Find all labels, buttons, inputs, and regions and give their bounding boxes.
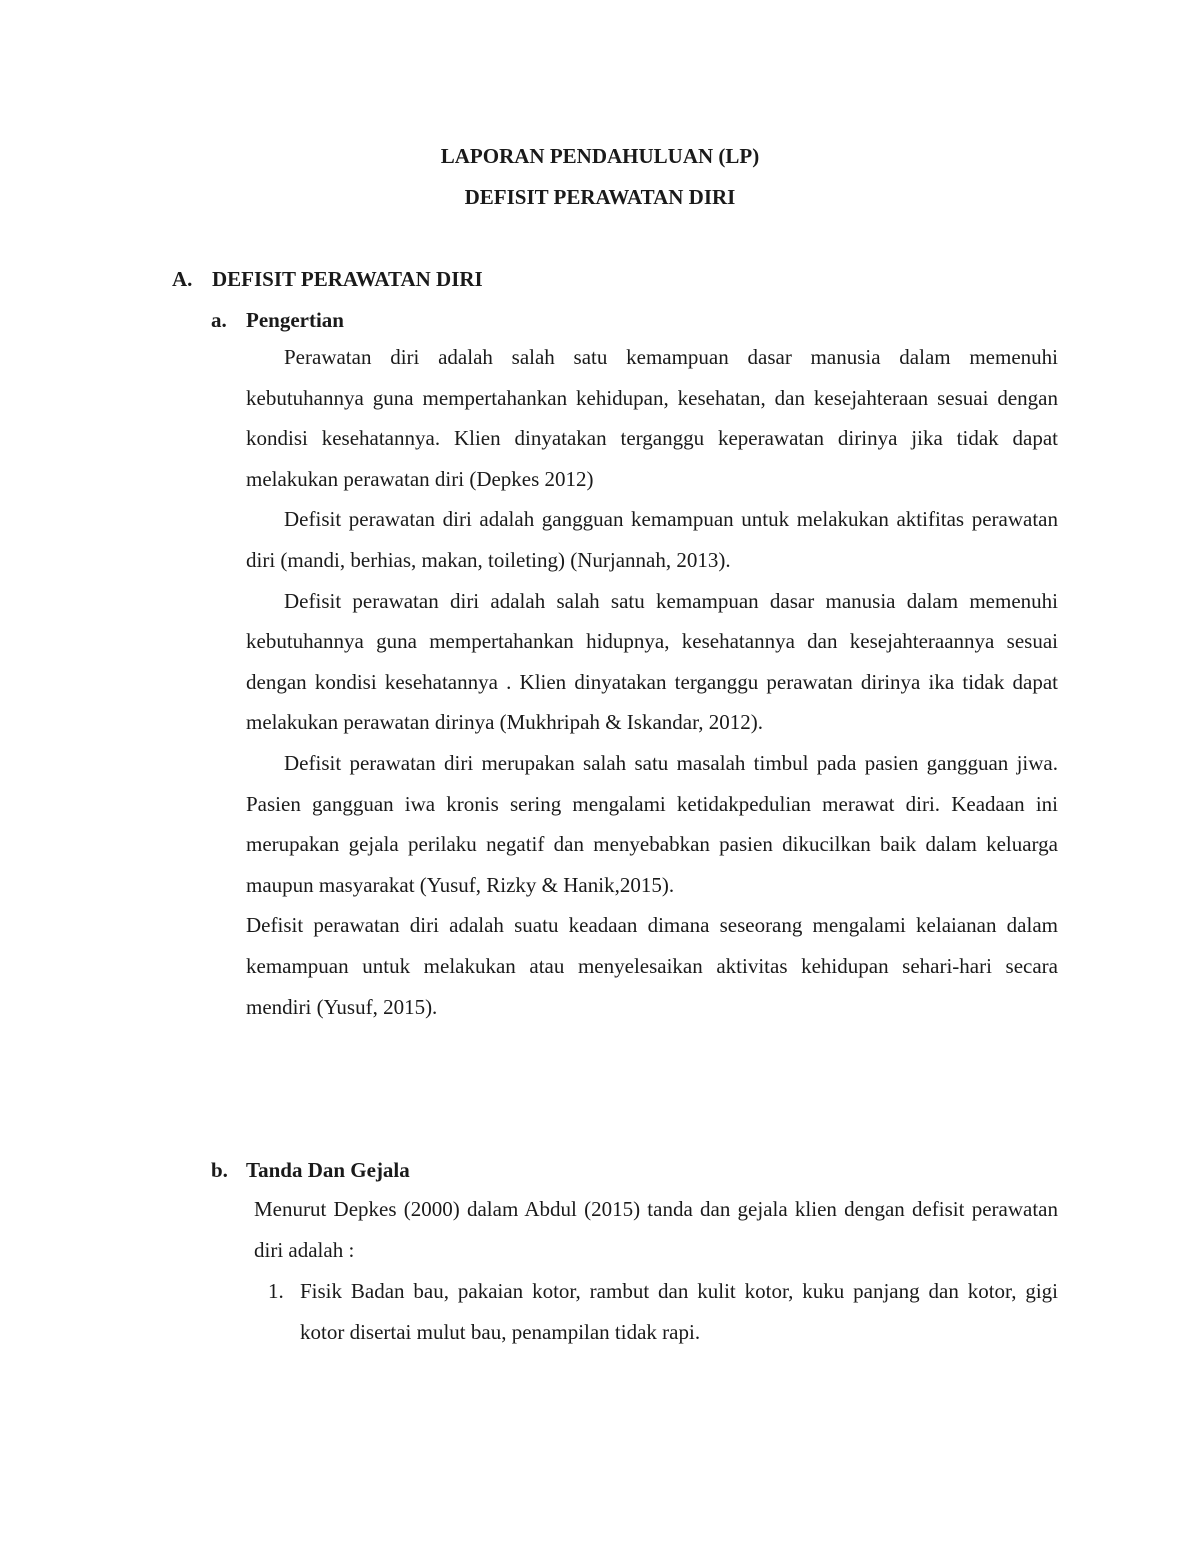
pengertian-body (246, 337, 1058, 1027)
subsection-b-heading (211, 1157, 410, 1183)
paragraph: Defisit perawatan diri adalah gangguan kemampuan untuk melakukan aktifitas perawatan diri (mandi, berhias, makan, toileting) (Nurjannah, 2013). (246, 507, 1058, 572)
paragraph: Defisit perawatan diri adalah salah satu kemampuan dasar manusia dalam memenuhi kebutuhannya guna mempertahankan hidupnya, kesehatannya dan kesejahteraannya sesuai dengan kondisi kesehatannya . Klien dinyatakan terganggu perawatan dirinya ika tidak dapat melakukan perawatan dirinya (Mukhripah & Iskandar, 2012). (246, 588, 1058, 735)
paragraph: Perawatan diri adalah salah satu kemampuan dasar manusia dalam memenuhi kebutuhannya guna mempertahankan kehidupan, kesehatan, dan kesejahteraan sesuai dengan kondisi kesehatannya. Klien dinyatakan terganggu keperawatan dirinya jika tidak dapat melakukan perawatan diri (Depkes 2012) (246, 345, 1058, 491)
paragraph: Menurut Depkes (2000) dalam Abdul (2015) tanda dan gejala klien dengan defisit perawatan diri adalah : (254, 1197, 1058, 1262)
section-a-title: DEFISIT PERAWATAN DIRI (212, 267, 483, 291)
subsection-a-letter: a. (211, 308, 227, 332)
paragraph: Defisit perawatan diri merupakan salah satu masalah timbul pada pasien gangguan jiwa. Pasien gangguan iwa kronis sering mengalami ketidakpedulian merawat diri. Keadaan ini merupakan gejala perilaku negatif dan menyebabkan pasien dikucilkan baik dalam keluarga maupun masyarakat (Yusuf, Rizky & Hanik,2015). (246, 750, 1058, 897)
subsection-b-title: Tanda Dan Gejala (246, 1158, 410, 1182)
subsection-b-letter: b. (211, 1158, 228, 1182)
section-a-letter: A. (172, 267, 193, 291)
list-item-text: Fisik Badan bau, pakaian kotor, rambut dan kulit kotor, kuku panjang dan kotor, gigi kotor disertai mulut bau, penampilan tidak rapi. (300, 1279, 1058, 1344)
document-title: LAPORAN PENDAHULUAN (LP) (440, 144, 760, 168)
tanda-gejala-intro (254, 1189, 1058, 1270)
section-a-heading (172, 266, 483, 292)
subsection-a-title: Pengertian (246, 308, 344, 332)
list-item (268, 1271, 1058, 1352)
document-subtitle: DEFISIT PERAWATAN DIRI (464, 185, 736, 209)
subsection-a-heading (211, 307, 344, 333)
list-item-number: 1. (268, 1279, 284, 1303)
paragraph: Defisit perawatan diri adalah suatu keadaan dimana seseorang mengalami kelaianan dalam kemampuan untuk melakukan atau menyelesaikan aktivitas kehidupan sehari-hari secara mendiri (Yusuf, 2015). (246, 913, 1058, 1019)
